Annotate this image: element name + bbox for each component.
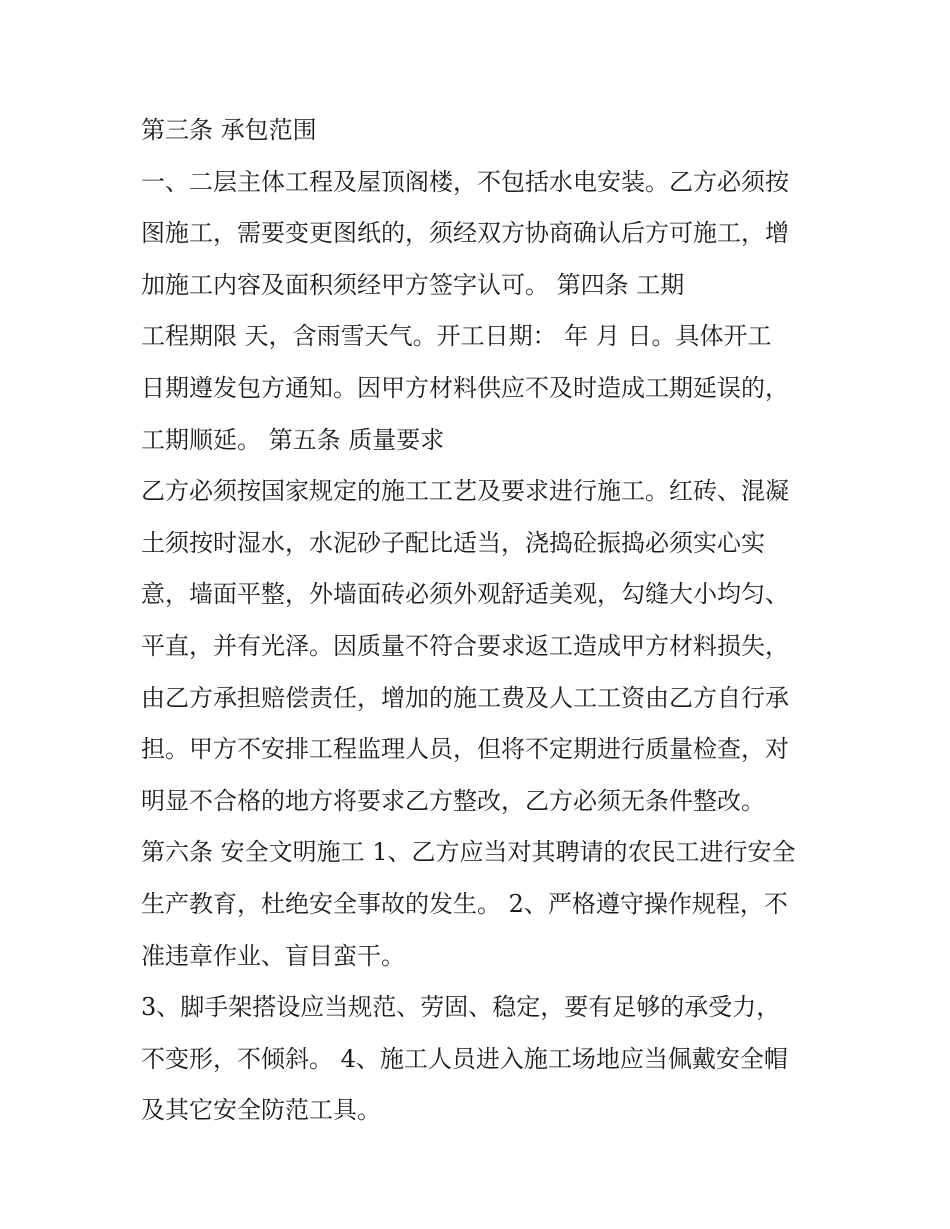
text-line-9: 土须按时湿水，水泥砂子配比适当，浇捣砼振捣必须实心实 xyxy=(141,528,765,557)
text-line-12: 由乙方承担赔偿责任，增加的施工费及人工工资由乙方自行承 xyxy=(141,683,789,712)
text-line-2: 一、二层主体工程及屋顶阁楼，不包括水电安装。乙方必须按 xyxy=(141,167,789,196)
text-line-14: 明显不合格的地方将要求乙方整改，乙方必须无条件整改。 xyxy=(141,786,765,815)
text-line-4: 加施工内容及面积须经甲方签字认可。 第四条 工期 xyxy=(141,270,685,299)
text-line-19: 不变形，不倾斜。 4、施工人员进入施工场地应当佩戴安全帽 xyxy=(141,1044,788,1073)
text-line-6: 日期遵发包方通知。因甲方材料供应不及时造成工期延误的， xyxy=(141,373,789,402)
text-line-16: 生产教育，杜绝安全事故的发生。 2、严格遵守操作规程，不 xyxy=(141,889,788,918)
text-line-10: 意，墙面平整，外墙面砖必须外观舒适美观，勾缝大小均匀、 xyxy=(141,580,789,609)
text-line-3: 图施工，需要变更图纸的，须经双方协商确认后方可施工，增 xyxy=(141,219,789,248)
text-line-8: 乙方必须按国家规定的施工工艺及要求进行施工。红砖、混凝 xyxy=(141,477,789,506)
contract-text xyxy=(141,113,831,1145)
text-line-15: 第六条 安全文明施工 1、乙方应当对其聘请的农民工进行安全 xyxy=(141,838,796,867)
text-line-1: 第三条 承包范围 xyxy=(141,116,317,144)
text-line-20: 及其它安全防范工具。 xyxy=(141,1096,381,1125)
text-line-18: 3、脚手架搭设应当规范、劳固、稳定，要有足够的承受力， xyxy=(141,993,781,1022)
text-line-7: 工期顺延。 第五条 质量要求 xyxy=(141,425,445,454)
text-line-11: 平直，并有光泽。因质量不符合要求返工造成甲方材料损失， xyxy=(141,631,789,660)
text-line-13: 担。甲方不安排工程监理人员，但将不定期进行质量检查，对 xyxy=(141,735,789,764)
text-line-5: 工程期限 天，含雨雪天气。开工日期： 年 月 日。具体开工 xyxy=(141,322,772,351)
text-line-17: 准违章作业、盲目蛮干。 xyxy=(141,941,405,970)
